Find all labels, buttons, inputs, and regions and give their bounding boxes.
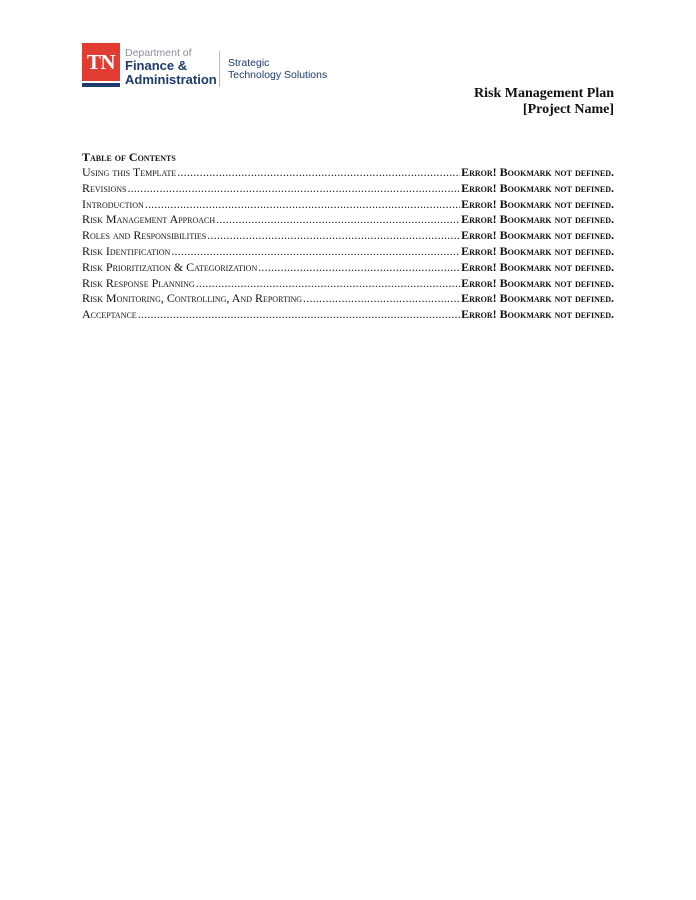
document-title: Risk Management Plan <box>474 86 614 101</box>
toc-entry-page[interactable]: Error! Bookmark not defined. <box>461 291 614 306</box>
toc-entry-page[interactable]: Error! Bookmark not defined. <box>461 212 614 227</box>
toc-entry-label[interactable]: Risk Prioritization & Categorization <box>82 259 258 274</box>
logo-division-line2: Technology Solutions <box>228 69 328 81</box>
toc-entry[interactable] <box>82 228 614 244</box>
logo-divider <box>219 51 220 87</box>
logo-dept-line3: Administration <box>125 72 217 87</box>
toc-entry-page[interactable]: Error! Bookmark not defined. <box>461 259 614 274</box>
logo-division-line1: Strategic <box>228 57 270 69</box>
toc-dot-leader <box>177 165 460 181</box>
toc-dot-leader <box>138 307 460 323</box>
tn-finance-logo <box>82 43 332 89</box>
toc-entry[interactable] <box>82 260 614 276</box>
toc-entry[interactable] <box>82 212 614 228</box>
toc-title: Table of Contents <box>82 150 176 164</box>
toc-entry-label[interactable]: Risk Response Planning <box>82 275 195 290</box>
toc-entry-page[interactable]: Error! Bookmark not defined. <box>461 307 614 322</box>
toc-entry-page[interactable]: Error! Bookmark not defined. <box>461 165 614 179</box>
toc-entry[interactable] <box>82 197 614 213</box>
document-header <box>474 86 614 118</box>
toc-dot-leader <box>303 291 460 307</box>
toc-entry-page[interactable]: Error! Bookmark not defined. <box>461 196 614 211</box>
toc-dot-leader <box>258 260 460 276</box>
toc-entry-label[interactable]: Risk Identification <box>82 243 171 258</box>
toc-dot-leader <box>207 228 460 244</box>
toc-entry[interactable] <box>82 307 614 323</box>
tn-badge-underline <box>82 83 120 87</box>
toc-entry-label[interactable]: Risk Management Approach <box>82 212 216 227</box>
toc-entry-label[interactable]: Revisions <box>82 180 127 195</box>
project-name: [Project Name] <box>522 102 614 117</box>
toc-entry-label[interactable]: Introduction <box>82 196 144 211</box>
logo-dept-line1: Department of <box>125 47 192 59</box>
toc-dot-leader <box>196 276 460 292</box>
toc-entry-label[interactable]: Using this Template <box>82 165 177 179</box>
toc-entry-page[interactable]: Error! Bookmark not defined. <box>461 180 614 195</box>
toc-entry-page[interactable]: Error! Bookmark not defined. <box>461 243 614 258</box>
table-of-contents <box>82 149 614 323</box>
toc-entry-page[interactable]: Error! Bookmark not defined. <box>461 228 614 243</box>
toc-entry-label[interactable]: Acceptance <box>82 307 137 322</box>
toc-entry[interactable] <box>82 276 614 292</box>
toc-entry-label[interactable]: Risk Monitoring, Controlling, And Reporting <box>82 291 303 306</box>
toc-entry[interactable] <box>82 291 614 307</box>
toc-dot-leader <box>171 244 460 260</box>
logo-dept-line2: Finance & <box>125 58 188 73</box>
toc-entry-page[interactable]: Error! Bookmark not defined. <box>461 275 614 290</box>
toc-entry[interactable] <box>82 165 614 181</box>
toc-entry[interactable] <box>82 244 614 260</box>
toc-entry-label[interactable]: Roles and Responsibilities <box>82 228 207 243</box>
toc-dot-leader <box>216 212 460 228</box>
toc-entry[interactable] <box>82 181 614 197</box>
toc-dot-leader <box>145 197 460 213</box>
toc-dot-leader <box>127 181 460 197</box>
tn-badge: TN <box>82 43 120 81</box>
